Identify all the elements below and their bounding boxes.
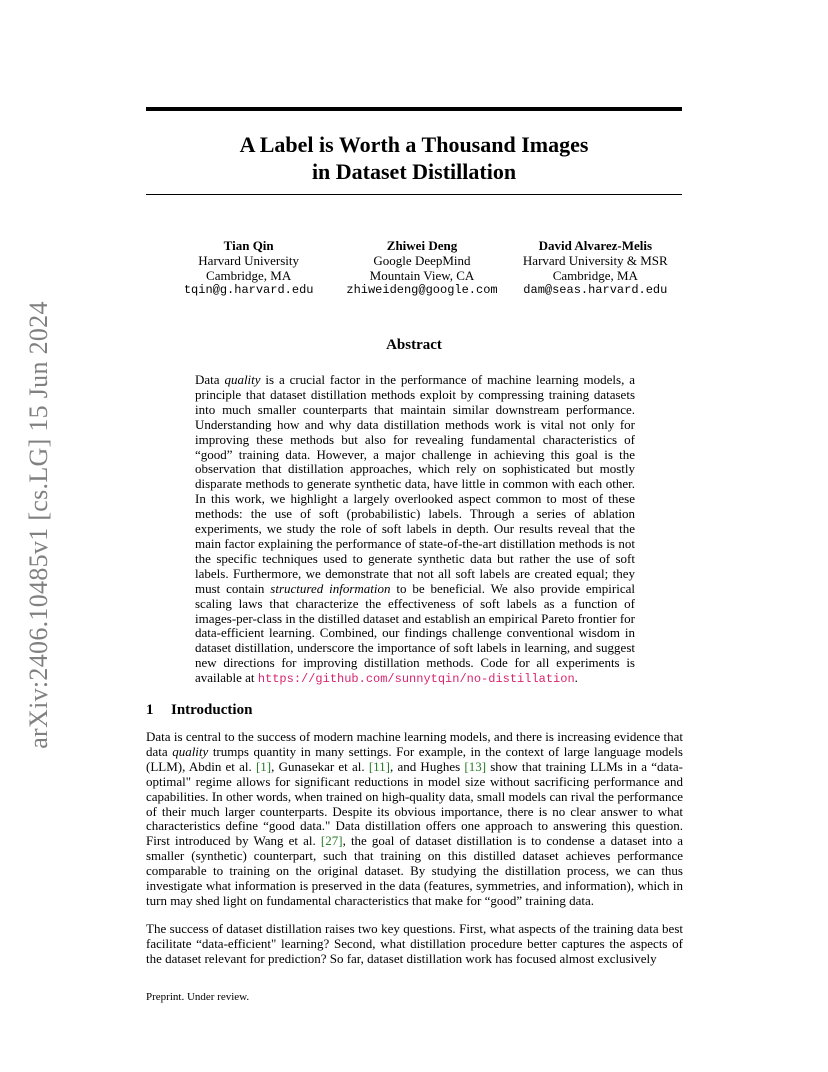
author-email: zhiweideng@google.com — [346, 283, 498, 297]
author-name: Zhiwei Deng — [386, 238, 458, 253]
arxiv-stamp — [24, 290, 54, 760]
section-heading-introduction — [146, 702, 682, 719]
paragraph-emphasis: quality — [172, 743, 209, 759]
paragraph-text: , and Hughes — [390, 758, 465, 774]
author-location: Mountain View, CA — [369, 268, 475, 283]
abstract-heading: Abstract — [386, 337, 442, 353]
author-name: David Alvarez-Melis — [538, 238, 653, 253]
abstract-text: . — [574, 670, 578, 686]
paper-title — [146, 131, 682, 185]
author-email: tqin@g.harvard.edu — [183, 283, 314, 297]
intro-paragraph-1 — [146, 730, 683, 909]
citation-link[interactable]: [1] — [255, 758, 272, 774]
author-affiliation: Google DeepMind — [373, 253, 471, 268]
citation-link[interactable]: [13] — [464, 758, 487, 774]
citation-link[interactable]: [27] — [320, 833, 343, 849]
paragraph-text: , the goal of dataset distillation is to condense a dataset into a smaller (synthetic) counterpart, such that training on this distilled dataset achieves performance comparable to training on the original dataset. By studying the distillation process, we can thus investigate what information is preserved in the data (features, symmetries, and information), which in turn may shed light on fundamental characteristics that make for “good” training data. — [146, 833, 683, 908]
author-block — [146, 238, 682, 298]
author-location: Cambridge, MA — [552, 268, 638, 283]
title-line-2: in Dataset Distillation — [311, 159, 517, 184]
abstract-text: to be beneficial. We also provide empirical scaling laws that characterize the effectiveness of soft labels as a function of images-per-class in the distilled dataset and establish an empirical Pareto frontier for data-efficient learning. Combined, our findings challenge conventional wisdom in dataset distillation, underscore the importance of soft labels in learning, and suggest new directions for improving distillation methods. Code for all experiments is available at — [195, 580, 636, 686]
author-location: Cambridge, MA — [206, 268, 292, 283]
paragraph-text: trumps quantity in many settings. For example, in the context of large language models (LLM), Abdin et al. — [146, 743, 683, 774]
author-email: dam@seas.harvard.edu — [523, 283, 668, 297]
section-number: 1 — [146, 702, 154, 718]
author-1 — [162, 238, 335, 298]
abstract-body — [195, 373, 635, 687]
abstract-emphasis: quality — [224, 372, 261, 387]
code-link[interactable]: https://github.com/sunnytqin/no-distillation — [257, 672, 575, 687]
title-line-1: A Label is Worth a Thousand Images — [239, 132, 589, 157]
author-affiliation: Harvard University & MSR — [522, 253, 668, 268]
abstract-text: is a crucial factor in the performance of machine learning models, a principle that dataset distillation methods exploit by compressing training datasets into much smaller counterparts that maintain similar downstream performance. Understanding how and why data distillation methods work is vital not only for improving these methods but also for revealing fundamental characteristics of “good” training data. However, a major challenge in achieving this goal is the observation that distillation approaches, which rely on sophisticated but mostly disparate methods to generate synthetic data, have little in common with each other. In this work, we highlight a largely overlooked aspect common to most of these methods: the use of soft (probabilistic) labels. Through a series of ablation experiments, we study the role of soft labels in depth. Our results reveal that the main factor explaining the performance of state-of-the-art distillation methods is not the specific techniques used to generate synthetic data but rather the use of soft labels. Furthermore, we demonstrate that not all soft labels are created equal; they must contain — [195, 372, 635, 596]
author-2 — [335, 238, 508, 298]
abstract-emphasis: structured information — [270, 580, 391, 596]
title-rule-top — [146, 107, 682, 111]
footer-note: Preprint. Under review. — [146, 991, 250, 1003]
author-name: Tian Qin — [223, 238, 274, 253]
title-rule-bottom — [146, 194, 682, 195]
author-affiliation: Harvard University — [198, 253, 300, 268]
paragraph-text: show that training LLMs in a “data-optimal" regime allows for significant reductions in model size without sacrificing performance and capabilities. In other words, when trained on high-quality data, small models can rival the performance of their much larger counterparts. Despite its obvious importance, there is no clear answer to what characteristics define “good data." Data distillation offers one approach to answering this question. First introduced by Wang et al. — [146, 758, 683, 849]
paragraph-text: Data is central to the success of modern machine learning models, and there is increasing evidence that data — [146, 729, 683, 759]
section-title: Introduction — [171, 702, 253, 718]
abstract-text: Data — [195, 372, 225, 387]
paragraph-text: , Gunasekar et al. — [271, 758, 369, 774]
intro-paragraph-2: The success of dataset distillation raises two key questions. First, what aspects of the training data best facilitate “data-efficient" learning? Second, what distillation procedure better captures the aspects of the dataset relevant for prediction? So far, dataset distillation work has focused almost exclusively — [146, 921, 683, 966]
citation-link[interactable]: [11] — [368, 758, 390, 774]
arxiv-stamp-text: arXiv:2406.10485v1 [cs.LG] 15 Jun 2024 — [24, 301, 54, 749]
author-3 — [509, 238, 682, 298]
